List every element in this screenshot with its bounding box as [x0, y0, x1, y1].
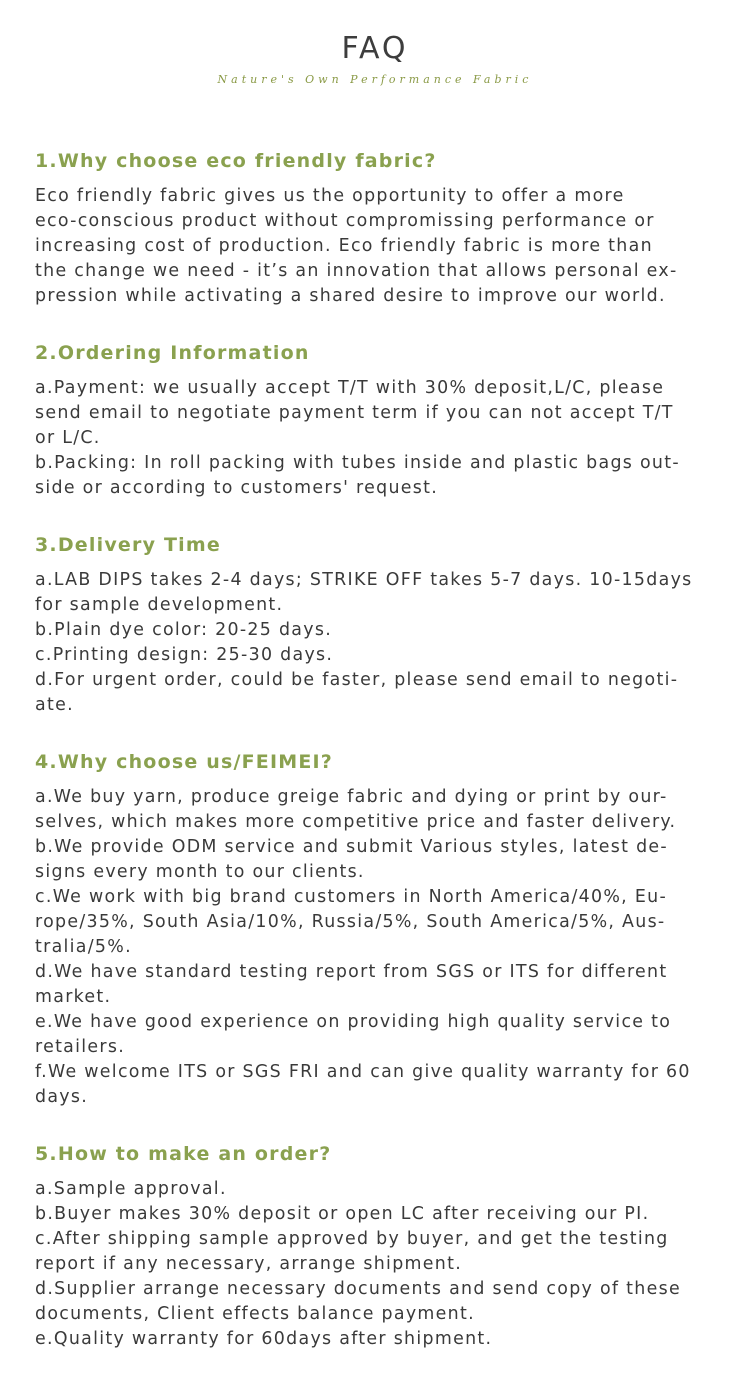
section-heading: 5.How to make an order? [35, 1143, 332, 1165]
body-line: a.Sample approval. [35, 1179, 227, 1199]
body-line: d.Supplier arrange necessary documents and send copy of these [35, 1279, 681, 1299]
body-line: pression while activating a shared desire to improve our world. [35, 286, 666, 306]
body-line: a.We buy yarn, produce greige fabric and dying or print by our- [35, 787, 668, 807]
section-body [35, 785, 715, 1110]
section-heading: 2.Ordering Information [35, 342, 310, 364]
body-line: ate. [35, 695, 74, 715]
body-line: b.Buyer makes 30% deposit or open LC after receiving our PI. [35, 1204, 650, 1224]
section-body [35, 376, 715, 501]
body-line: d.For urgent order, could be faster, please send email to negoti- [35, 670, 679, 690]
body-line: eco-conscious product without compromissing performance or [35, 211, 655, 231]
body-line: a.LAB DIPS takes 2-4 days; STRIKE OFF takes 5-7 days. 10-15days [35, 570, 693, 590]
body-line: the change we need - it’s an innovation that allows personal ex- [35, 261, 678, 281]
body-line: side or according to customers' request. [35, 478, 439, 498]
body-line: b.Packing: In roll packing with tubes inside and plastic bags out- [35, 453, 680, 473]
page-header [0, 30, 750, 87]
body-line: e.We have good experience on providing high quality service to [35, 1012, 672, 1032]
body-line: e.Quality warranty for 60days after shipment. [35, 1329, 493, 1349]
body-line: a.Payment: we usually accept T/T with 30% deposit,L/C, please [35, 378, 665, 398]
body-line: f.We welcome ITS or SGS FRI and can give quality warranty for 60 [35, 1062, 691, 1082]
section-heading: 1.Why choose eco friendly fabric? [35, 150, 437, 172]
body-line: for sample development. [35, 595, 284, 615]
body-line: tralia/5%. [35, 937, 132, 957]
body-line: send email to negotiate payment term if you can not accept T/T [35, 403, 674, 423]
body-line: rope/35%, South Asia/10%, Russia/5%, South America/5%, Aus- [35, 912, 666, 932]
body-line: Eco friendly fabric gives us the opportunity to offer a more [35, 186, 625, 206]
faq-section-how-to-order [35, 1141, 715, 1352]
body-line: or L/C. [35, 428, 101, 448]
faq-section-why-us [35, 749, 715, 1110]
section-heading: 4.Why choose us/FEIMEI? [35, 751, 334, 773]
section-body [35, 184, 715, 309]
body-line: report if any necessary, arrange shipment. [35, 1254, 463, 1274]
body-line: documents, Client effects balance payment. [35, 1304, 475, 1324]
faq-section-delivery [35, 532, 715, 718]
section-heading: 3.Delivery Time [35, 534, 221, 556]
body-line: market. [35, 987, 112, 1007]
body-line: b.Plain dye color: 20-25 days. [35, 620, 333, 640]
body-line: b.We provide ODM service and submit Various styles, latest de- [35, 837, 669, 857]
section-body [35, 1177, 715, 1352]
faq-section-eco-fabric [35, 148, 715, 309]
body-line: increasing cost of production. Eco friendly fabric is more than [35, 236, 653, 256]
body-line: c.Printing design: 25-30 days. [35, 645, 334, 665]
body-line: c.We work with big brand customers in North America/40%, Eu- [35, 887, 668, 907]
body-line: days. [35, 1087, 89, 1107]
body-line: d.We have standard testing report from SGS or ITS for different [35, 962, 668, 982]
section-body [35, 568, 715, 718]
faq-section-ordering [35, 340, 715, 501]
body-line: selves, which makes more competitive price and faster delivery. [35, 812, 677, 832]
page-tagline: Nature's Own Performance Fabric [217, 73, 533, 86]
body-line: c.After shipping sample approved by buyer, and get the testing [35, 1229, 669, 1249]
body-line: signs every month to our clients. [35, 862, 365, 882]
body-line: retailers. [35, 1037, 126, 1057]
page-title: FAQ [341, 31, 409, 66]
